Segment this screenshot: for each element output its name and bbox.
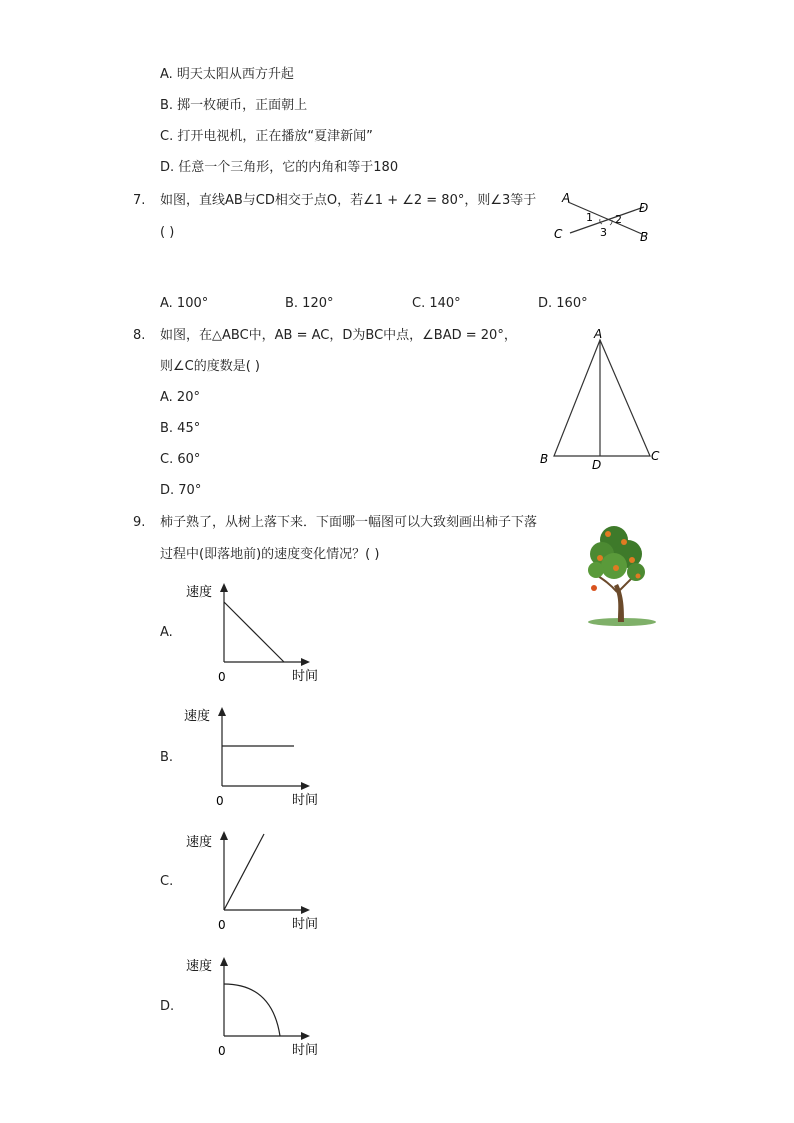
q7-option-b: B. 120° [285,296,334,311]
speed-curve-arc [224,984,280,1036]
q8-option-a: A. 20° [160,390,200,405]
q7-stem: 如图，直线AB与CD相交于点O，若∠1 + ∠2 = 80°，则∠3等于 [160,193,537,208]
q9-graph-a-letter: A. [160,625,173,640]
y-axis-arrow-icon [220,957,228,966]
q8-stem: 如图，在△ABC中，AB = AC，D为BC中点，∠BAD = 20°， [160,328,517,343]
falling-persimmon [591,585,597,591]
q8-stem-line-2: 则∠C的度数是( ) [160,359,261,374]
q8-option-c: C. 60° [160,452,201,467]
x-axis-label: 时间 [292,1043,319,1058]
origin-label: 0 [218,1044,226,1058]
x-axis-arrow-icon [301,658,310,666]
y-axis-arrow-icon [218,707,226,716]
triangle-abc [554,340,650,456]
y-axis-label: 速度 [186,585,213,600]
q7-intersecting-lines-figure [548,188,670,246]
q7-answer-paren: ( ) [160,225,175,240]
persimmon [597,555,603,561]
x-axis-arrow-icon [301,782,310,790]
q6-option-d: D. 任意一个三角形，它的内角和等于180 [160,160,399,175]
q7-option-a: A. 100° [160,296,209,311]
vertex-b-label: B [540,452,549,466]
label-d: D [639,201,649,215]
angle-3-label: 3 [600,226,607,239]
q8-triangle-figure [534,324,668,474]
label-c: C [554,227,563,241]
angle-1-label: 1 [586,211,593,224]
x-axis-label: 时间 [292,669,319,684]
point-d-label: D [592,458,602,472]
q9-graph-a [180,578,330,688]
q9-number: 9. [133,515,146,530]
label-a: A [562,191,571,205]
q6-option-b: B. 掷一枚硬币，正面朝上 [160,98,308,113]
y-axis-arrow-icon [220,831,228,840]
y-axis-label: 速度 [184,709,211,724]
foliage [627,563,645,581]
x-axis-arrow-icon [301,906,310,914]
vertex-c-label: C [651,449,660,463]
q9-stem-line-2: 过程中(即落地前)的速度变化情况？( ) [160,547,380,562]
origin-label: 0 [218,670,226,684]
q8-option-d: D. 70° [160,483,202,498]
persimmon [636,574,641,579]
x-axis-arrow-icon [301,1032,310,1040]
q8-option-b: B. 45° [160,421,201,436]
persimmon [629,557,635,563]
q9-graph-b-letter: B. [160,750,174,765]
speed-curve-decreasing [224,602,284,662]
q6-option-c: C. 打开电视机，正在播放“夏津新闻” [160,129,373,144]
q7-number: 7. [133,193,146,208]
persimmon [613,565,619,571]
q7-option-d: D. 160° [538,296,588,311]
angle-2-label: 2 [615,213,622,226]
q9-stem: 柿子熟了，从树上落下来．下面哪一幅图可以大致刻画出柿子下落 [160,515,538,530]
y-axis-label: 速度 [186,835,213,850]
q9-graph-b [180,702,330,812]
q8-number: 8. [133,328,146,343]
q9-graph-d [180,952,330,1062]
x-axis-label: 时间 [292,917,319,932]
foliage [588,562,604,578]
persimmon [605,531,611,537]
origin-label: 0 [216,794,224,808]
y-axis-label: 速度 [186,959,213,974]
persimmon-tree-illustration [584,518,660,628]
persimmon [621,539,627,545]
q6-option-a: A. 明天太阳从西方升起 [160,67,294,82]
origin-label: 0 [218,918,226,932]
y-axis-arrow-icon [220,583,228,592]
label-b: B [640,230,649,244]
q9-graph-d-letter: D. [160,999,175,1014]
q7-option-c: C. 140° [412,296,461,311]
line-cd [570,207,644,233]
q9-graph-c [180,826,330,936]
q9-graph-c-letter: C. [160,874,174,889]
speed-curve-increasing [224,834,264,910]
vertex-a-label: A [594,327,603,341]
x-axis-label: 时间 [292,793,319,808]
